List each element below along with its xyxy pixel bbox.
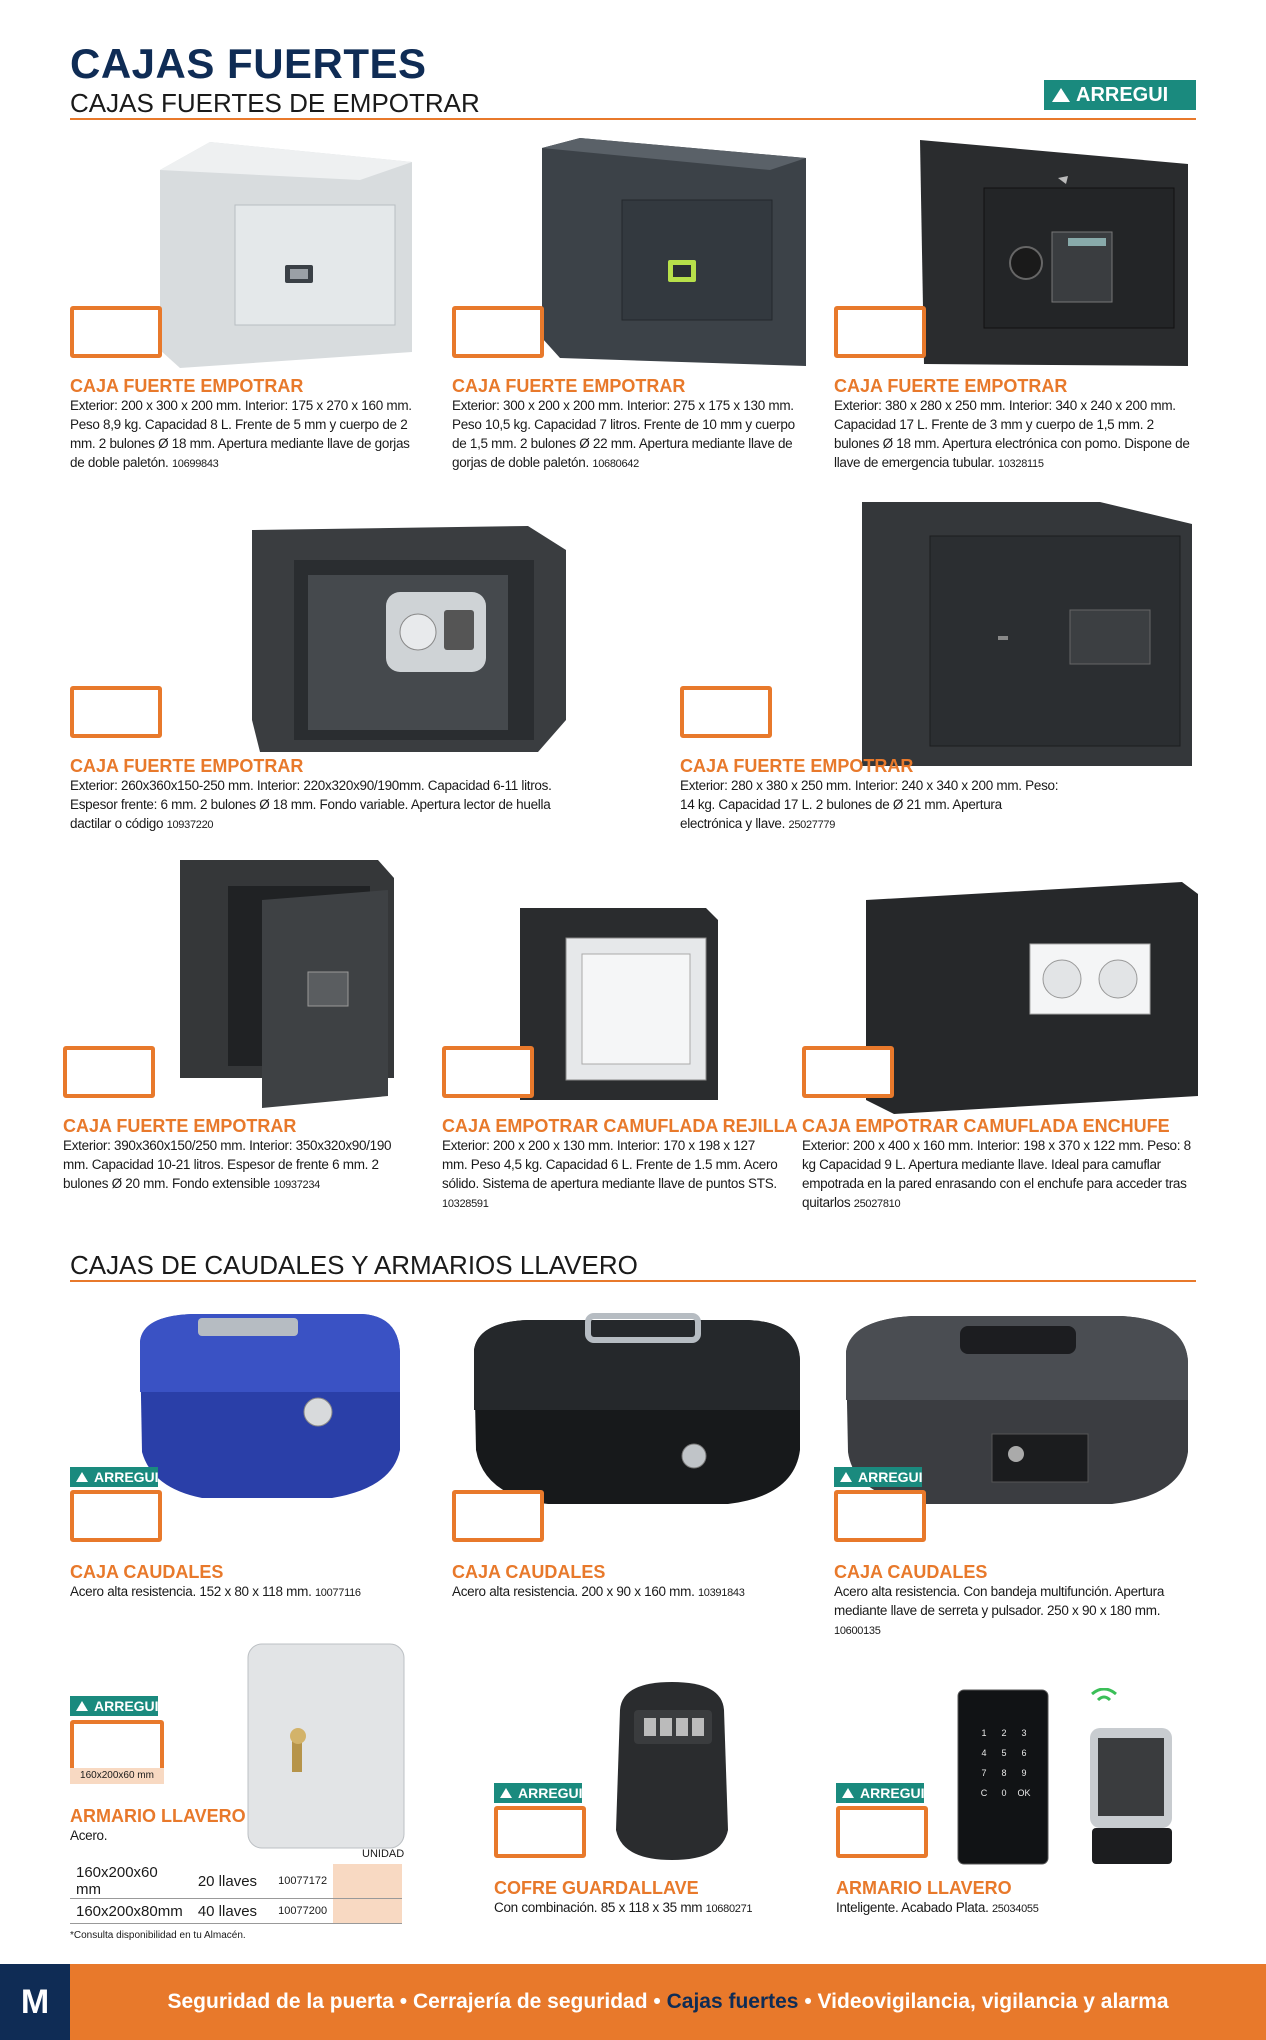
product-ref: 25027810 — [853, 1198, 901, 1210]
product-title: CAJA EMPOTRAR CAMUFLADA REJILLA — [442, 1116, 798, 1136]
cashbox-black-image — [468, 1300, 804, 1512]
product-description: Exterior: 380 x 280 x 250 mm. Interior: 340 x 240 x 200 mm. Capacidad 17 L. Frente de 3 mm y cuerpo de 1,5 mm. 2 bulones Ø 18 mm. Apertura electrónica con pomo. Dispone de llave de emergencia tubular. 10328115 — [834, 398, 1190, 470]
triangle-icon — [840, 1472, 852, 1482]
product-ref: 10328591 — [442, 1198, 489, 1210]
section-title-caudales: CAJAS DE CAUDALES Y ARMARIOS LLAVERO — [70, 1250, 638, 1280]
keypad-digit: 0 — [1001, 1788, 1007, 1798]
price-box — [452, 306, 544, 358]
product-title: ARMARIO LLAVERO — [836, 1878, 1012, 1898]
keypad-digit: C — [980, 1788, 988, 1798]
price-box — [442, 1046, 534, 1098]
keypad-digit: 8 — [1001, 1768, 1007, 1778]
safe-darkgrey-image — [540, 138, 810, 370]
variant-keys: 20 llaves — [192, 1864, 272, 1899]
product-description: Exterior: 390x360x150/250 mm. Interior: 350x320x90/190 mm. Capacidad 10-21 litros. Espesor de frente 6 mm. 2 bulones Ø 20 mm. Fondo extensible 10937234 — [63, 1138, 392, 1191]
product-ref: 10077116 — [314, 1587, 361, 1599]
price-box — [834, 1490, 926, 1542]
divider — [70, 1280, 1196, 1282]
smart-key-cabinet-image — [954, 1686, 1052, 1868]
keypad-digit: 5 — [1001, 1748, 1007, 1758]
triangle-icon — [1052, 88, 1070, 102]
price-box — [70, 686, 162, 738]
triangle-icon — [500, 1788, 512, 1798]
variant-keys: 40 llaves — [192, 1899, 272, 1924]
price-box — [680, 686, 772, 738]
product-ref: 25027779 — [788, 819, 836, 831]
keypad-digit: 9 — [1021, 1768, 1027, 1778]
product-ref: 10680642 — [592, 458, 639, 470]
keypad-digit: 3 — [1021, 1728, 1027, 1738]
price-box — [834, 306, 926, 358]
product-title: CAJA FUERTE EMPOTRAR — [70, 376, 304, 396]
footer-nav — [70, 1990, 1266, 2014]
price-box — [63, 1046, 155, 1098]
unit-price-cell — [333, 1899, 402, 1924]
safe-open-image — [178, 856, 396, 1112]
separator: • — [653, 1990, 661, 2013]
variant-size: 160x200x60 mm — [70, 1864, 192, 1899]
unit-header: UNIDAD — [362, 1848, 405, 1860]
product-title: ARMARIO LLAVERO — [70, 1806, 246, 1826]
product-ref: 10699843 — [171, 458, 219, 470]
product-description: Exterior: 200 x 300 x 200 mm. Interior: 175 x 270 x 160 mm. Peso 8,9 kg. Capacidad 8 L. Frente de 5 mm y cuerpo de 2 mm. 2 bulones Ø 18 mm. Apertura mediante llave de gorjas de doble paletón. 10699843 — [70, 398, 412, 470]
product-title: CAJA FUERTE EMPOTRAR — [70, 756, 304, 776]
brand-logo: ARREGUI — [70, 1696, 158, 1716]
table-row — [70, 1899, 402, 1924]
brand-logo: ARREGUI — [836, 1783, 924, 1803]
price-box — [836, 1806, 928, 1858]
keypad-digit: 2 — [1001, 1728, 1007, 1738]
footer-nav-item-active[interactable]: Cajas fuertes — [666, 1990, 799, 2013]
variant-size: 160x200x80mm — [70, 1899, 192, 1924]
price-box — [802, 1046, 894, 1098]
product-description: Inteligente. Acabado Plata. 25034055 — [836, 1900, 1039, 1915]
cashbox-blue-image — [132, 1302, 404, 1502]
product-ref: 10937220 — [166, 819, 214, 831]
safe-fingerprint-image — [248, 520, 570, 756]
variant-ref: 10077172 — [272, 1864, 333, 1899]
product-ref: 10600135 — [834, 1625, 881, 1637]
product-title: CAJA CAUDALES — [834, 1562, 988, 1582]
triangle-icon — [76, 1472, 88, 1482]
safe-white-image — [150, 140, 420, 370]
product-ref: 10937234 — [273, 1179, 320, 1191]
brand-logo: ARREGUI — [1044, 80, 1196, 110]
product-description: Acero alta resistencia. 152 x 80 x 118 mm. 10077116 — [70, 1584, 361, 1599]
separator: • — [399, 1990, 408, 2013]
footer-bar — [0, 1964, 1266, 2040]
variant-ref: 10077200 — [272, 1899, 333, 1924]
product-title: CAJA FUERTE EMPOTRAR — [452, 376, 686, 396]
product-title: CAJA CAUDALES — [452, 1562, 606, 1582]
availability-note: *Consulta disponibilidad en tu Almacén. — [70, 1930, 246, 1941]
price-box — [70, 1490, 162, 1542]
product-title: COFRE GUARDALLAVE — [494, 1878, 699, 1898]
keypad-digit: 6 — [1021, 1748, 1027, 1758]
footer-nav-item[interactable]: Videovigilancia, vigilancia y alarma — [817, 1990, 1169, 2013]
product-description: Exterior: 200 x 400 x 160 mm. Interior: 198 x 370 x 122 mm. Peso: 8 kg Capacidad 9 L. Apertura mediante llave. Ideal para camuflar empotrada en la pared enrasando con el enchufe para acceder tras quitarlos 25027810 — [802, 1138, 1191, 1210]
product-description: Exterior: 280 x 380 x 250 mm. Interior: 240 x 340 x 200 mm. Peso: 14 kg. Capacidad 17 L. 2 bulones de Ø 21 mm. Apertura electrónica y llave. 25027779 — [680, 778, 1059, 831]
product-ref: 10680271 — [705, 1903, 753, 1915]
key-lockbox-image — [610, 1680, 734, 1862]
product-description: Exterior: 260x360x150-250 mm. Interior: 220x320x90/190mm. Capacidad 6-11 litros. Espesor frente: 6 mm. 2 bulones Ø 18 mm. Fondo variable. Apertura lector de huella dactilar o código 10937220 — [70, 778, 552, 831]
brand-logo: ARREGUI — [70, 1467, 158, 1487]
key-cabinet-image — [244, 1640, 408, 1852]
keypad-digit: OK — [1017, 1788, 1031, 1798]
brand-logo: ARREGUI — [494, 1783, 582, 1803]
unit-price-cell — [333, 1864, 402, 1899]
page-title: CAJAS FUERTES — [70, 40, 427, 87]
store-logo: M — [0, 1964, 70, 2040]
product-description: Acero. — [70, 1828, 108, 1843]
section-title-empotrar: CAJAS FUERTES DE EMPOTRAR — [70, 88, 480, 118]
safe-socket-image — [864, 880, 1200, 1116]
price-tag-size: 160x200x60 mm — [70, 1768, 164, 1784]
triangle-icon — [842, 1788, 854, 1798]
product-description: Con combinación. 85 x 118 x 35 mm 10680271 — [494, 1900, 753, 1915]
lockbox-open-image — [1068, 1688, 1196, 1870]
safe-keypad-image — [860, 500, 1194, 768]
separator: • — [804, 1990, 812, 2013]
footer-nav-item[interactable]: Seguridad de la puerta — [167, 1990, 394, 2013]
table-row — [70, 1864, 402, 1899]
product-description: Exterior: 300 x 200 x 200 mm. Interior: 275 x 175 x 130 mm. Peso 10,5 kg. Capacidad 7 litros. Frente de 10 mm y cuerpo de 1,5 mm. 2 bulones Ø 22 mm. Apertura mediante llave de gorjas de doble paletón. 10680642 — [452, 398, 795, 470]
triangle-icon — [76, 1701, 88, 1711]
variants-table — [70, 1864, 402, 1924]
product-title: CAJA EMPOTRAR CAMUFLADA ENCHUFE — [802, 1116, 1170, 1136]
brand-logo: ARREGUI — [834, 1467, 922, 1487]
product-title: CAJA CAUDALES — [70, 1562, 224, 1582]
product-ref: 10328115 — [997, 458, 1044, 470]
product-title: CAJA FUERTE EMPOTRAR — [63, 1116, 297, 1136]
product-description: Acero alta resistencia. 200 x 90 x 160 mm. 10391843 — [452, 1584, 745, 1599]
product-ref: 25034055 — [991, 1903, 1039, 1915]
keypad-digit: 7 — [981, 1768, 987, 1778]
keypad-digit: 4 — [981, 1748, 987, 1758]
divider — [70, 118, 1196, 120]
product-title: CAJA FUERTE EMPOTRAR — [834, 376, 1068, 396]
product-title: CAJA FUERTE EMPOTRAR — [680, 756, 914, 776]
safe-grille-image — [516, 906, 720, 1102]
product-description: Acero alta resistencia. Con bandeja multifunción. Apertura mediante llave de serreta y pulsador. 250 x 90 x 180 mm. 10600135 — [834, 1584, 1165, 1637]
price-box — [70, 306, 162, 358]
product-ref: 10391843 — [697, 1587, 745, 1599]
price-box — [494, 1806, 586, 1858]
keypad-digit: 1 — [981, 1728, 987, 1738]
safe-electronic-image — [918, 138, 1190, 370]
price-box — [452, 1490, 544, 1542]
footer-nav-item[interactable]: Cerrajería de seguridad — [412, 1990, 648, 2013]
product-description: Exterior: 200 x 200 x 130 mm. Interior: 170 x 198 x 127 mm. Peso 4,5 kg. Capacidad 6 L. Frente de 1.5 mm. Acero sólido. Sistema de apertura mediante llave de puntos STS. 10328591 — [442, 1138, 778, 1210]
